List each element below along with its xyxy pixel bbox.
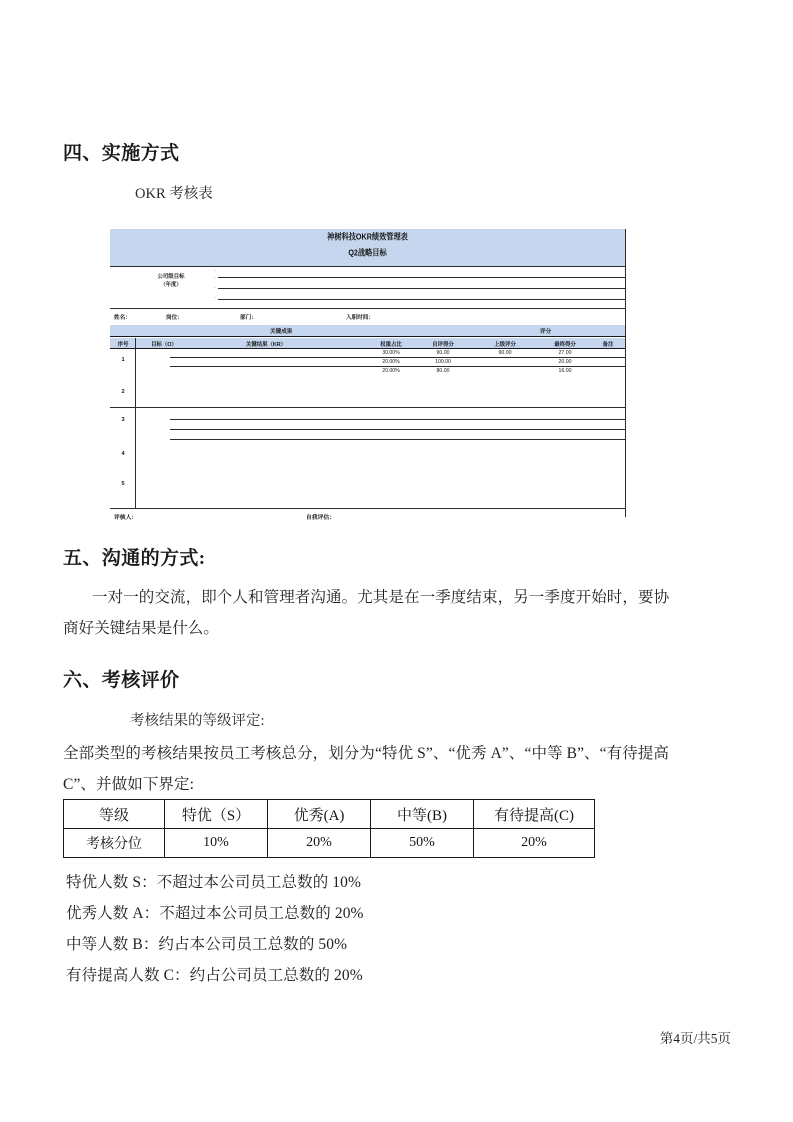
okr-table-caption: OKR 考核表 — [135, 186, 213, 202]
okr-meta-rule-3 — [218, 299, 625, 300]
grade-row-label: 考核分位 — [64, 829, 165, 858]
okr-band-keyresults — [110, 325, 625, 337]
okr-data-rule-1 — [170, 357, 625, 358]
okr-col-objective: 目标（O） — [151, 341, 177, 348]
grade-header-c: 有待提高(C) — [474, 800, 595, 829]
page-footer: 第4页/共5页 — [659, 1031, 731, 1046]
sec6-paragraph-line1: 全部类型的考核结果按员工考核总分，划分为“特优 S”、“优秀 A”、“中等 B”、“有待提高 — [63, 745, 670, 762]
okr-col-self: 自评得分 — [432, 341, 454, 348]
grade-header-level: 等级 — [64, 800, 165, 829]
okr-group-rule-3 — [170, 429, 625, 430]
okr-column-header-row — [110, 338, 625, 349]
heading-section-six: 六、考核评价 — [63, 670, 180, 691]
grade-value-c: 20% — [474, 829, 595, 858]
grade-value-a: 20% — [268, 829, 371, 858]
okr-meta-dot-1: · — [214, 268, 216, 274]
grade-header-s: 特优（S） — [165, 800, 268, 829]
okr-footer-reviewer: 评核人： — [114, 515, 138, 521]
okr-meta-rule-2 — [218, 288, 625, 289]
okr-row-number-2: 2 — [121, 389, 125, 395]
okr-cell-weight-2: 20.00% — [382, 359, 400, 365]
okr-info-entry: 入职时间： — [346, 315, 374, 321]
heading-section-four: 四、实施方式 — [63, 143, 180, 164]
grading-table-value-row — [64, 829, 595, 858]
okr-data-rule-2 — [170, 366, 625, 367]
okr-row-number-1: 1 — [121, 357, 125, 363]
okr-cell-weight-1: 30.00% — [382, 350, 400, 356]
okr-cell-final-3: 16.00 — [558, 368, 572, 374]
okr-info-post: 岗位： — [166, 315, 183, 321]
okr-title-band — [110, 229, 625, 267]
okr-cell-final-1: 27.00 — [558, 350, 572, 356]
quota-line-b: 中等人数 B：约占本公司员工总数的 50% — [66, 936, 348, 953]
grade-value-b: 50% — [371, 829, 474, 858]
okr-row-number-3: 3 — [121, 417, 125, 423]
okr-title-main: 神树科技OKR绩效管理表 — [327, 231, 408, 242]
okr-assessment-table-image — [110, 229, 626, 521]
okr-col-manager: 上级评分 — [494, 341, 516, 348]
sec6-caption: 考核结果的等级评定: — [130, 713, 265, 729]
quota-line-a: 优秀人数 A：不超过本公司员工总数的 20% — [66, 905, 364, 922]
okr-meta-rule-1 — [218, 277, 625, 278]
grading-table — [63, 799, 595, 858]
okr-meta-dot-2: · — [214, 275, 216, 281]
okr-meta-block — [110, 267, 625, 309]
okr-cell-self-1: 90.00 — [436, 350, 450, 356]
okr-cell-self-2: 100.00 — [435, 359, 451, 365]
okr-group-rule-2 — [170, 419, 625, 420]
sec6-paragraph-line2: C”、并做如下界定: — [63, 776, 195, 793]
okr-band-label-kr: 关键成果 — [270, 329, 293, 335]
grade-header-a: 优秀(A) — [268, 800, 371, 829]
okr-meta-dot-3: · — [214, 285, 216, 291]
okr-band-label-score: 评分 — [540, 329, 552, 335]
okr-info-dept: 部门： — [240, 315, 257, 321]
okr-cell-self-3: 80.00 — [436, 368, 450, 374]
okr-row-number-4: 4 — [121, 451, 125, 457]
okr-cell-final-2: 20.00 — [558, 359, 572, 365]
okr-meta-label: 公司级目标 （年度） — [157, 274, 185, 288]
okr-group-rule-4 — [170, 439, 625, 440]
grade-header-b: 中等(B) — [371, 800, 474, 829]
okr-cell-manager-1: 90.00 — [498, 350, 512, 356]
heading-section-five: 五、沟通的方式: — [63, 548, 206, 569]
sec5-paragraph-line1: 一对一的交流，即个人和管理者沟通。尤其是在一季度结束，另一季度开始时，要协 — [92, 589, 670, 606]
grade-value-s: 10% — [165, 829, 268, 858]
okr-group-rule-1 — [110, 407, 625, 408]
grading-table-header-row — [64, 800, 595, 829]
okr-col-weight: 权重占比 — [380, 341, 402, 348]
okr-col-remark: 备注 — [602, 341, 614, 348]
quota-line-s: 特优人数 S：不超过本公司员工总数的 10% — [66, 874, 361, 891]
okr-meta-dot-4: · — [214, 295, 216, 301]
okr-group-rule-bottom — [110, 508, 625, 509]
okr-cell-weight-3: 20.00% — [382, 368, 400, 374]
sec5-paragraph-line2: 商好关键结果是什么。 — [63, 620, 220, 637]
okr-title-sub: Q2战略目标 — [348, 247, 387, 258]
okr-vline-seq — [135, 338, 136, 508]
okr-footer-selfassess: 自我评估： — [306, 515, 335, 521]
okr-col-final: 最终得分 — [554, 341, 576, 348]
okr-meta-rule-bottom — [110, 308, 625, 309]
okr-info-name: 姓名： — [114, 315, 131, 321]
okr-col-seq: 序号 — [117, 341, 129, 348]
quota-line-c: 有待提高人数 C：约占公司员工总数的 20% — [66, 967, 363, 984]
okr-row-number-5: 5 — [121, 481, 125, 487]
okr-col-kr: 关键结果（KR） — [245, 341, 287, 348]
